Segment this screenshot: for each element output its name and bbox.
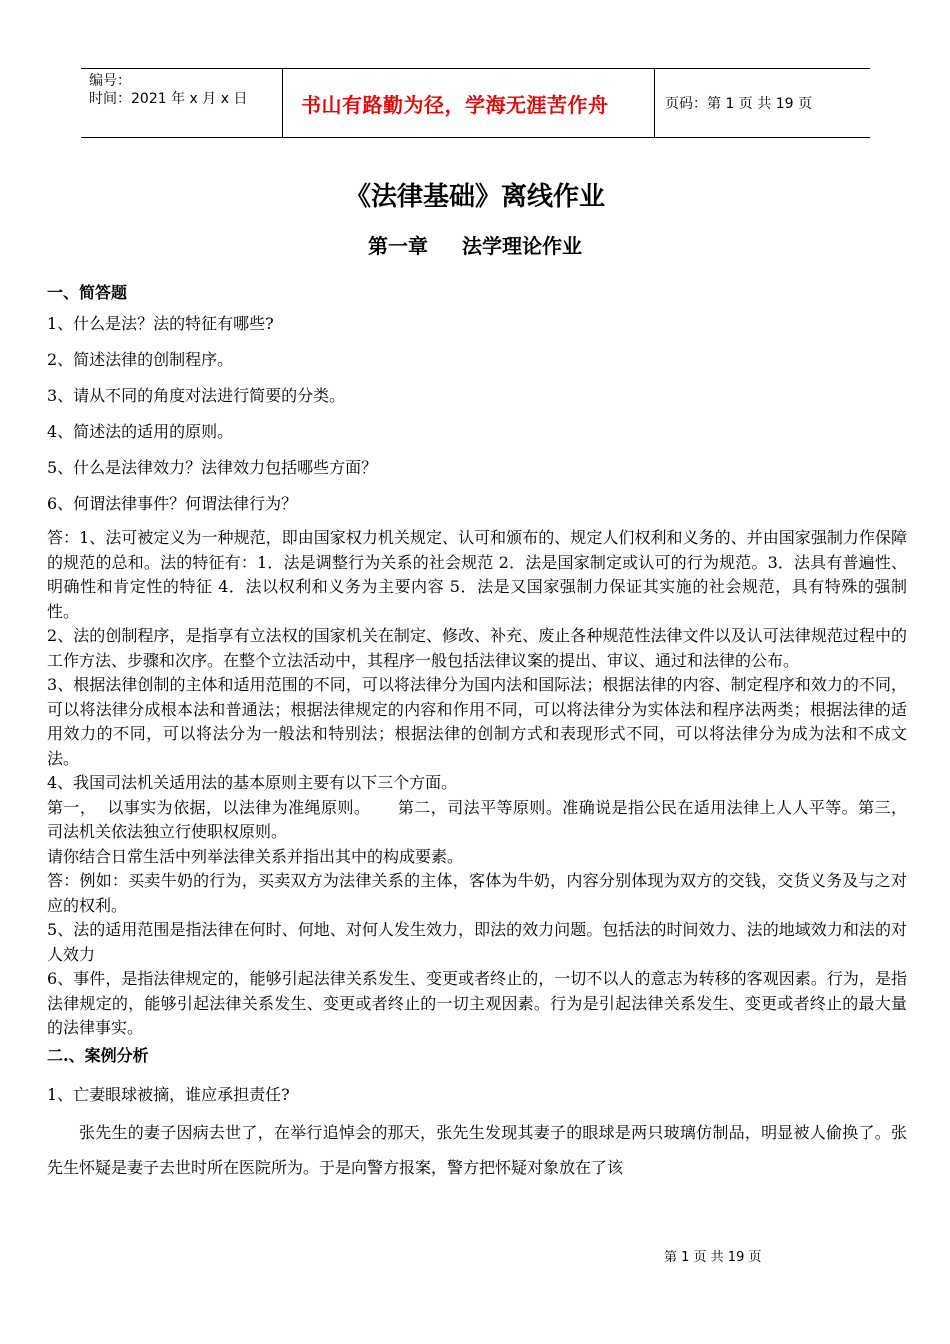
header-motto: 书山有路勤为径，学海无涯苦作舟 xyxy=(301,92,609,117)
time-label: 时间：2021 年 x 月 x 日 xyxy=(89,91,248,107)
answer-paragraph: 答：1、法可被定义为一种规范，即由国家权力机关规定、认可和颁布的、规定人们权利和义务的、并由国家强制力作保障的规范的总和。法的特征有：1．法是调整行为关系的社会规范 2．法是国家制定或认可的行为规范。3．法具有普遍性、明确性和肯定性的特征 4．法以权利和义务为主要内容 5．法是又国家强制力保证其实施的社会规范，具有特殊的强制性。 xyxy=(47,528,907,621)
answers-block xyxy=(47,526,923,1041)
answer-paragraph: 3、根据法律创制的主体和适用范围的不同，可以将法律分为国内法和国际法；根据法律的内容、制定程序和效力的不同，可以将法律分成根本法和普通法；根据法律规定的内容和作用不同，可以将法律分为实体法和程序法两类；根据法律的适用效力的不同，可以将法分为一般法和特别法；根据法律的创制方式和表现形式不同，可以将法律分为成为法和不成文法。 xyxy=(47,675,907,768)
answer-paragraph: 5、法的适用范围是指法律在何时、何地、对何人发生效力，即法的效力问题。包括法的时间效力、法的地域效力和法的对人效力 xyxy=(47,920,907,964)
section-heading-case-analysis: 二.、案例分析 xyxy=(47,1045,149,1065)
section-heading-short-answer: 一、简答题 xyxy=(47,283,128,302)
chapter-name: 法学理论作业 xyxy=(462,234,582,258)
question-item: 6、何谓法律事件？何谓法律行为？ xyxy=(47,494,298,513)
answer-paragraph: 答：例如：买卖牛奶的行为，买卖双方为法律关系的主体，客体为牛奶，内容分别体现为双方的交钱，交货义务及与之对应的权利。 xyxy=(47,871,907,915)
question-item: 2、简述法律的创制程序。 xyxy=(47,350,234,369)
chapter-title xyxy=(0,230,950,259)
document-header xyxy=(81,68,870,138)
header-meta xyxy=(81,69,282,137)
document-title: 《法律基础》离线作业 xyxy=(344,182,605,212)
answer-paragraph: 2、法的创制程序，是指享有立法权的国家机关在制定、修改、补充、废止各种规范性法律文件以及认可法律规范过程中的工作方法、步骤和次序。在整个立法活动中，其程序一般包括法律议案的提出、审议、通过和法律的公布。 xyxy=(47,626,907,670)
answer-paragraph: 第一， 以事实为依据，以法律为准绳原则。 第二，司法平等原则。准确说是指公民在适用法律上人人平等。第三， 司法机关依法独立行使职权原则。 xyxy=(47,797,923,841)
answer-paragraph: 请你结合日常生活中列举法律关系并指出其中的构成要素。 xyxy=(47,846,464,866)
number-label: 编号： xyxy=(89,73,131,89)
question-item: 5、什么是法律效力？法律效力包括哪些方面？ xyxy=(47,458,378,477)
page-footer: 第 1 页 共 19 页 xyxy=(664,1250,762,1265)
header-page-info: 页码：第 1 页 共 19 页 xyxy=(665,96,812,112)
case-question: 1、亡妻眼球被摘，谁应承担责任? xyxy=(47,1084,290,1104)
answer-paragraph: 4、我国司法机关适用法的基本原则主要有以下三个方面。 xyxy=(47,773,458,792)
question-item: 4、简述法的适用的原则。 xyxy=(47,422,234,441)
question-item: 1、什么是法？法的特征有哪些? xyxy=(47,314,274,333)
answer-paragraph: 6、事件，是指法律规定的，能够引起法律关系发生、变更或者终止的，一切不以人的意志为转移的客观因素。行为，是指法律规定的，能够引起法律关系发生、变更或者终止的一切主观因素。行为是引起法律关系发生、变更或者终止的最大量的法律事实。 xyxy=(47,969,907,1037)
header-motto-cell xyxy=(282,69,655,137)
case-text: 张先生的妻子因病去世了，在举行追悼会的那天，张先生发现其妻子的眼球是两只玻璃仿制品，明显被人偷换了。张先生怀疑是妻子去世时所在医院所为。于是向警方报案，警方把怀疑对象放在了该 xyxy=(47,1122,907,1177)
chapter-number: 第一章 xyxy=(368,234,428,258)
question-item: 3、请从不同的角度对法进行简要的分类。 xyxy=(47,386,346,405)
document-body xyxy=(47,280,923,1185)
